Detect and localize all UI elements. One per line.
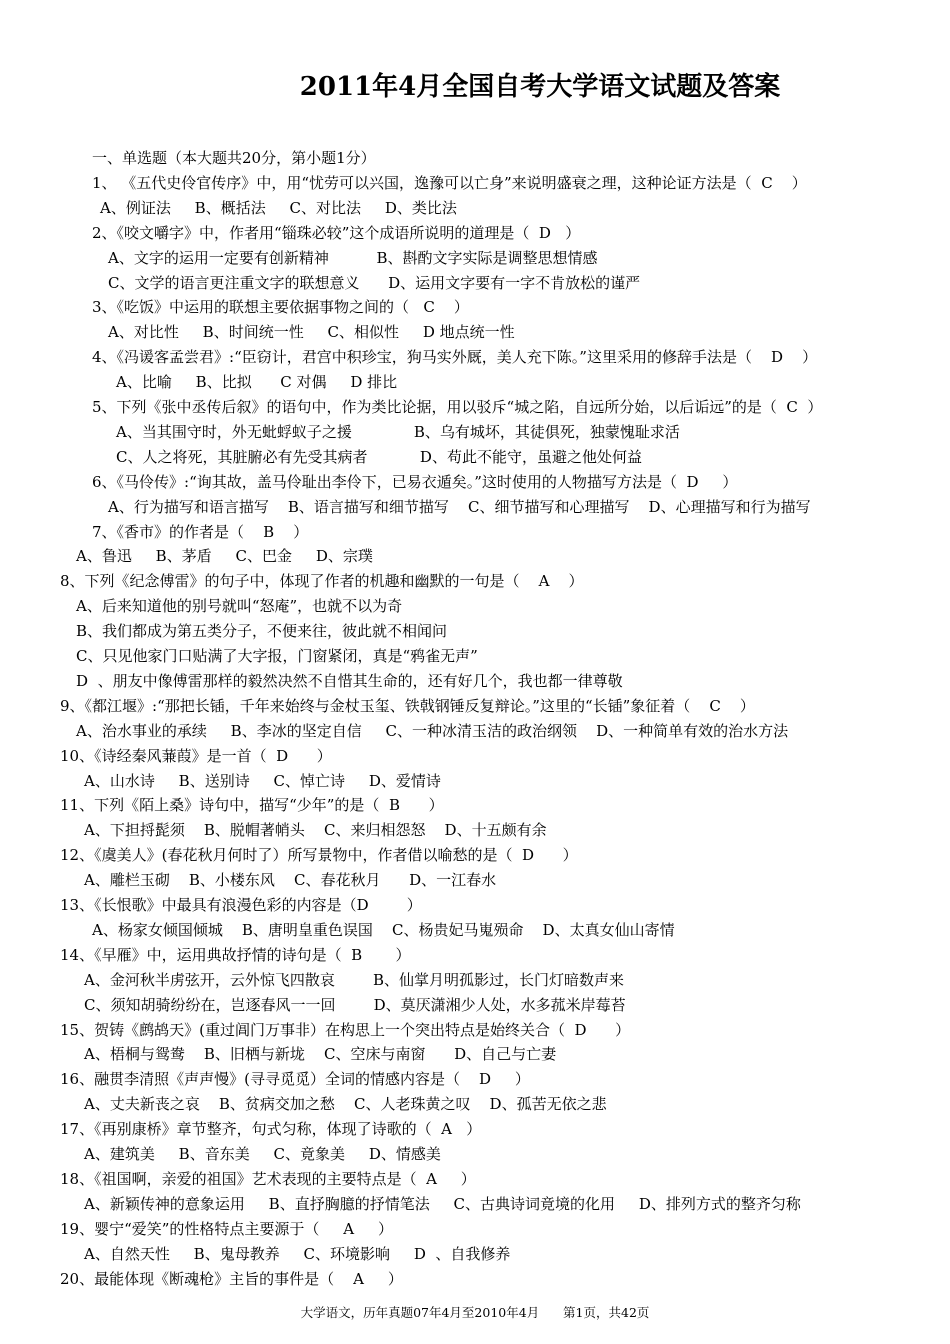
text-line: A、治水事业的承续 B、李冰的坚定自信 C、一种冰清玉洁的政治纲领 D、一种简单有效的治水方法 (76, 721, 789, 740)
text-line: B、我们都成为第五类分子，不便来往，彼此就不相闻问 (76, 622, 448, 641)
text-line: A、山水诗 B、送别诗 C、悼亡诗 D、爱情诗 (84, 771, 441, 790)
text-line: C、文学的语言更注重文字的联想意义 D、运用文字要有一字不肯放松的谨严 (108, 273, 641, 292)
text-line: A、行为描写和语言描写 B、语言描写和细节描写 C、细节描写和心理描写 D、心理描写和行为描写 (108, 497, 811, 516)
page-footer: 大学语文，历年真题07年4月至2010年4月 第1页，共42页 (300, 1305, 650, 1320)
text-line: 4、《冯谖客孟尝君》:“臣窃计，君宫中积珍宝，狗马实外厩，美人充下陈。”这里采用的修辞手法是（ D ） (92, 348, 818, 367)
text-line: A、下担捋髭须 B、脱帽著帩头 C、来归相怨怒 D、十五颇有余 (84, 821, 547, 840)
text-line: A、杨家女倾国倾城 B、唐明皇重色误国 C、杨贵妃马嵬殒命 D、太真女仙山寄情 (92, 920, 675, 939)
text-line: A、自然天性 B、鬼母教养 C、环境影响 D 、自我修养 (84, 1244, 511, 1263)
text-line: A、梧桐与鸳鸯 B、旧栖与新垅 C、空床与南窗 D、自己与亡妻 (84, 1045, 557, 1064)
text-line: 6、《马伶传》:“询其故，盖马伶耻出李伶下，已易衣遁矣。”这时使用的人物描写方法是（ D ） (92, 472, 738, 491)
text-line: D 、朋友中像傅雷那样的毅然决然不自惜其生命的，还有好几个，我也都一律尊敬 (76, 671, 623, 690)
text-line: 11、下列《陌上桑》诗句中，描写“少年”的是（ B ） (60, 796, 444, 815)
text-line: A、当其围守时，外无蚍蜉蚁子之援 B、乌有城坏，其徒俱死，独蒙愧耻求活 (116, 422, 680, 441)
text-line: A、新颖传神的意象运用 B、直抒胸臆的抒情笔法 C、古典诗词竟境的化用 D、排列方式的整齐匀称 (84, 1194, 801, 1213)
text-line: 18、《祖国啊，亲爱的祖国》艺术表现的主要特点是（ A ） (60, 1169, 476, 1188)
text-line: 14、《早雁》中，运用典故抒情的诗句是（ B ） (60, 945, 411, 964)
text-line: C、须知胡骑纷纷在，岂逐春风一一回 D、莫厌潇湘少人处，水多菰米岸莓苔 (84, 995, 626, 1014)
text-line: A、鲁迅 B、茅盾 C、巴金 D、宗璞 (76, 547, 373, 566)
text-line: 17、《再别康桥》章节整齐，句式匀称，体现了诗歌的（ A ） (60, 1120, 482, 1139)
text-line: 19、婴宁“爱笑”的性格特点主要源于（ A ） (60, 1219, 393, 1238)
text-line: 2、《咬文嚼字》中，作者用“锱珠必较”这个成语所说明的道理是（ D ） (92, 223, 581, 242)
text-line: 13、《长恨歌》中最具有浪漫色彩的内容是（D ） (60, 896, 422, 914)
text-line: 20、最能体现《断魂枪》主旨的事件是（ A ） (60, 1269, 403, 1288)
text-line: C、人之将死，其脏腑必有先受其病者 D、苟此不能守，虽避之他处何益 (116, 447, 642, 466)
text-line: 8、下列《纪念傅雷》的句子中，体现了作者的机趣和幽默的一句是（ A ） (60, 572, 584, 591)
text-line: A、丈夫新丧之哀 B、贫病交加之愁 C、人老珠黄之叹 D、孤苦无依之悲 (84, 1095, 607, 1114)
text-line: A、建筑美 B、音东美 C、竟象美 D、情感美 (84, 1145, 441, 1163)
page-title: 2011年4月全国自考大学语文试题及答案 (299, 72, 781, 102)
text-line: C、只见他家门口贴满了大字报，门窗紧闭，真是“鸦雀无声” (76, 647, 478, 665)
text-line: 9、《都江堰》:“那把长锸，千年来始终与金杖玉玺、铁戟钢锤反复辩论。”这里的“长锸”象征着（ C ） (60, 696, 755, 715)
text-line: 15、贺铸《鹧鸪天》(重过阊门万事非）在构思上一个突出特点是始终关合（ D ） (60, 1020, 631, 1039)
text-line: 16、融贯李清照《声声慢》(寻寻觅觅）全词的情感内容是（ D ） (60, 1070, 530, 1089)
text-line: 1、 《五代史伶官传序》中，用“忧劳可以兴国，逸豫可以亡身”来说明盛衰之理，这种论证方法是（ C ） (92, 173, 807, 192)
text-line: 12、《虞美人》(春花秋月何时了）所写景物中，作者借以喻愁的是（ D ） (60, 846, 578, 865)
text-line: 一、单选题（本大题共20分，第小题1分） (92, 149, 376, 167)
text-line: 3、《吃饭》中运用的联想主要依据事物之间的（ C ） (92, 298, 469, 317)
text-line: A、后来知道他的别号就叫“怒庵”，也就不以为奇 (76, 597, 403, 616)
text-line: 5、下列《张中丞传后叙》的语句中，作为类比论据，用以驳斥“城之陷，自远所分始，以后诟远”的是（ C ） (92, 398, 823, 416)
text-line: A、例证法 B、概括法 C、对比法 D、类比法 (100, 198, 457, 217)
text-line: A、比喻 B、比拟 C 对偶 D 排比 (116, 373, 398, 392)
text-line: 10、《诗经秦风蒹葭》是一首（ D ） (60, 746, 332, 765)
text-line: A、金河秋半虏弦开，云外惊飞四散哀 B、仙掌月明孤影过，长门灯暗数声来 (84, 970, 625, 989)
text-line: A、对比性 B、时间统一性 C、相似性 D 地点统一性 (108, 323, 515, 342)
text-line: A、雕栏玉砌 B、小楼东风 C、春花秋月 D、一江春水 (84, 871, 497, 890)
text-line: 7、《香市》的作者是（ B ） (92, 522, 309, 541)
text-line: A、文字的运用一定要有创新精神 B、斟酌文字实际是调整思想情感 (108, 248, 598, 267)
